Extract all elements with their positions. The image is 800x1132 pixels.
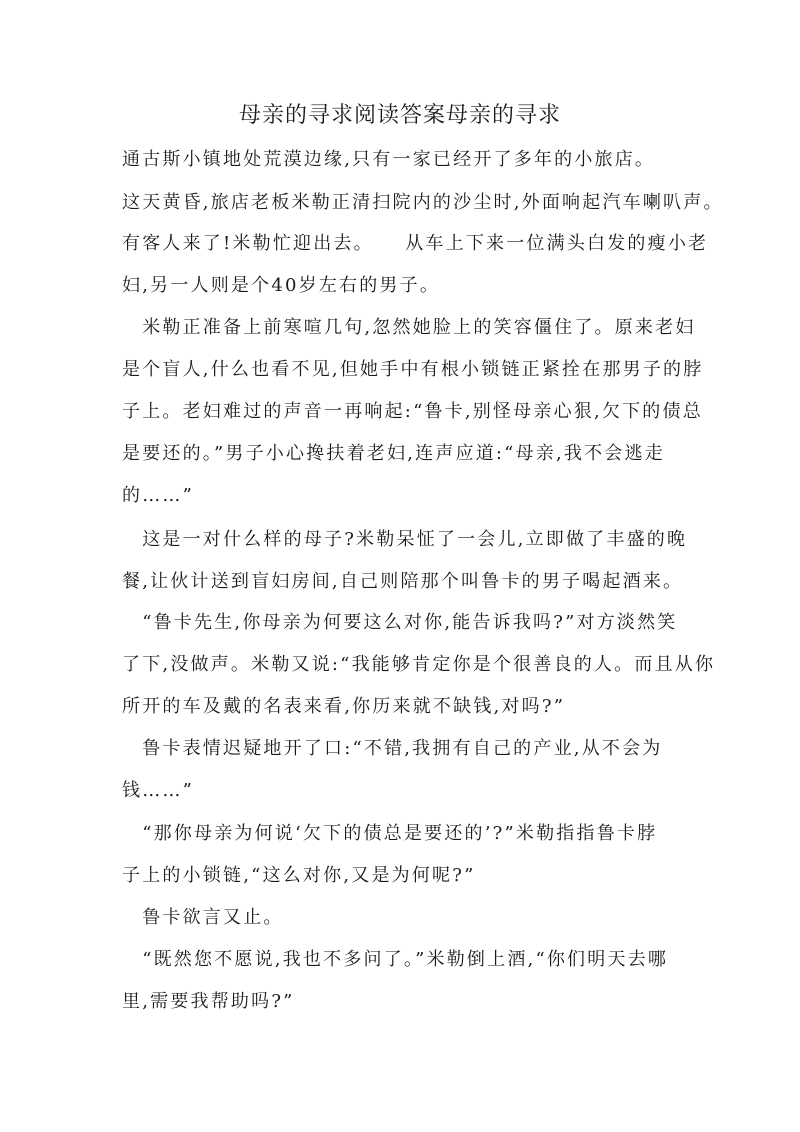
paragraph-line: “那你母亲为何说‘欠下的债总是要还的’?”米勒指指鲁卡脖 (122, 823, 658, 844)
paragraph-line: 子上的小锁链,“这么对你,又是为何呢?” (122, 865, 476, 886)
paragraph-line: 所开的车及戴的名表来看,你历来就不缺钱,对吗?” (122, 696, 566, 717)
paragraph-line: 通古斯小镇地处荒漠边缘,只有一家已经开了多年的小旅店。 (122, 149, 656, 170)
paragraph-line: 钱……” (122, 780, 195, 801)
paragraph-line: 了下,没做声。米勒又说:“我能够肯定你是个很善良的人。而且从你 (122, 654, 716, 675)
paragraph-line: “鲁卡先生,你母亲为何要这么对你,能告诉我吗?”对方淡然笑 (122, 612, 678, 633)
paragraph-line: 妇,另一人则是个40岁左右的男子。 (122, 275, 441, 296)
paragraph-line: 餐,让伙计送到盲妇房间,自己则陪那个叫鲁卡的男子喝起酒来。 (122, 571, 684, 592)
paragraph-line: 是要还的。”男子小心搀扶着老妇,连声应道:“母亲,我不会逃走 (122, 443, 665, 464)
paragraph-line: 鲁卡表情迟疑地开了口:“不错,我拥有自己的产业,从不会为 (122, 738, 663, 759)
paragraph-line: 子上。老妇难过的声音一再响起:“鲁卡,别怪母亲心狠,欠下的债总 (122, 401, 703, 422)
paragraph-line: 是个盲人,什么也看不见,但她手中有根小锁链正紧拴在那男子的脖 (122, 359, 704, 380)
paragraph-line: 有客人来了!米勒忙迎出去。 从车上下来一位满头白发的瘦小老 (122, 233, 709, 254)
paragraph-line: 米勒正准备上前寒喧几句,忽然她脸上的笑容僵住了。原来老妇 (122, 317, 696, 338)
paragraph-line: 里,需要我帮助吗?” (122, 991, 295, 1012)
paragraph-line: “既然您不愿说,我也不多问了。”米勒倒上酒,“你们明天去哪 (122, 949, 669, 970)
document-title: 母亲的寻求阅读答案母亲的寻求 (238, 103, 561, 128)
paragraph-line: 这天黄昏,旅店老板米勒正清扫院内的沙尘时,外面响起汽车喇叭声。 (122, 192, 724, 213)
paragraph-line: 鲁卡欲言又止。 (122, 907, 284, 928)
paragraph-line: 这是一对什么样的母子?米勒呆怔了一会儿,立即做了丰盛的晚 (122, 529, 688, 550)
paragraph-line: 的……” (122, 485, 195, 506)
